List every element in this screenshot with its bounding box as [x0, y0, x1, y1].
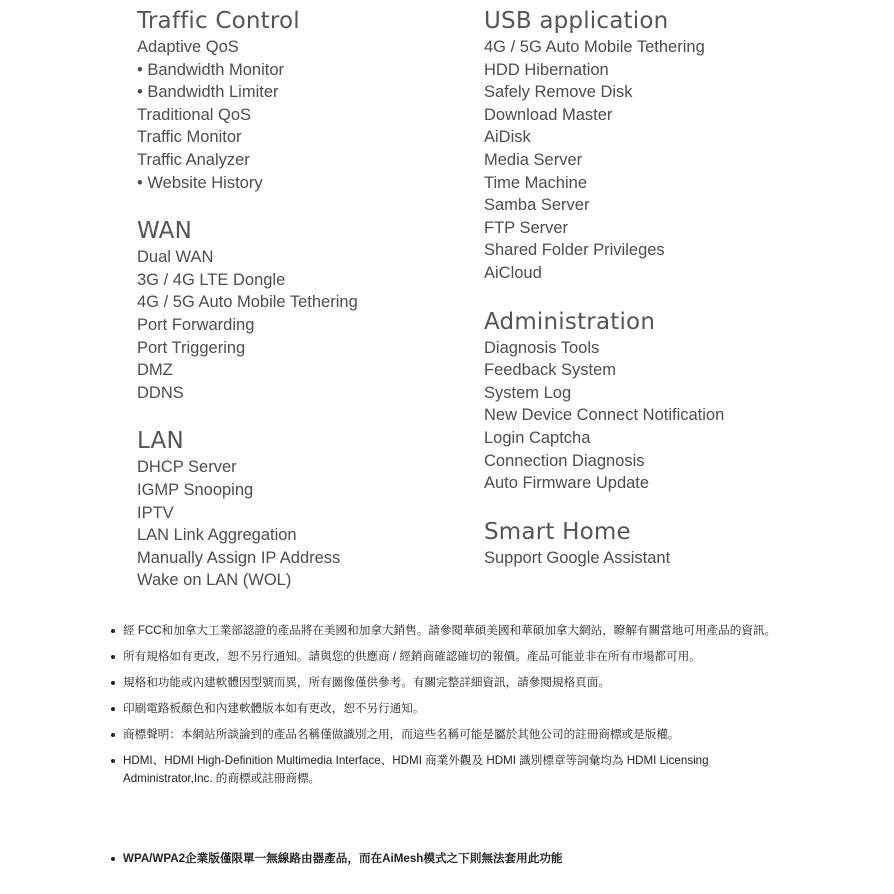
feature-item: • Bandwidth Limiter — [137, 83, 279, 102]
section-lan — [137, 426, 467, 592]
feature-list — [137, 456, 467, 592]
feature-item: Dual WAN — [137, 248, 214, 267]
section-title: Traffic Control — [137, 8, 300, 34]
feature-item: 4G / 5G Auto Mobile Tethering — [137, 293, 358, 312]
feature-item: Media Server — [484, 150, 583, 169]
feature-item: Manually Assign IP Address — [137, 548, 341, 567]
section-wan — [137, 216, 467, 404]
feature-list — [137, 36, 467, 194]
feature-item: Time Machine — [484, 173, 588, 192]
feature-item: Traffic Analyzer — [137, 150, 250, 169]
note-item: 經 FCC和加拿大工業部認證的產品將在美國和加拿大銷售。請參閱華碩美國和華碩加拿大網站，瞭解有關當地可用產品的資訊。 — [110, 622, 782, 640]
feature-item: Safely Remove Disk — [484, 83, 633, 102]
section-title: WAN — [137, 218, 193, 245]
feature-item: DMZ — [137, 361, 173, 380]
feature-item: Download Master — [484, 105, 613, 124]
section-administration — [484, 307, 844, 495]
note-item: 所有規格如有更改，恕不另行通知。請與您的供應商 / 經銷商確認確切的報價。產品可能並非在所有市場都可用。 — [110, 648, 782, 666]
feature-item: Wake on LAN (WOL) — [137, 571, 292, 590]
feature-list — [484, 337, 844, 495]
feature-item: System Log — [484, 383, 572, 402]
section-title: Administration — [484, 308, 656, 335]
feature-list — [484, 36, 844, 285]
feature-item: Samba Server — [484, 196, 590, 215]
feature-item: 3G / 4G LTE Dongle — [137, 270, 286, 289]
feature-item: Traffic Monitor — [137, 128, 242, 147]
feature-item: HDD Hibernation — [484, 60, 609, 79]
feature-item: LAN Link Aggregation — [137, 526, 297, 545]
note-item: 商標聲明：本網站所談論到的產品名稱僅做識別之用，而這些名稱可能是屬於其他公司的註冊商標或是版權。 — [110, 726, 782, 744]
section-usb-application — [484, 6, 844, 285]
feature-item: Diagnosis Tools — [484, 338, 600, 357]
feature-item: 4G / 5G Auto Mobile Tethering — [484, 38, 705, 56]
feature-item: • Bandwidth Monitor — [137, 60, 285, 79]
feature-item: AiDisk — [484, 128, 531, 147]
feature-item: DHCP Server — [137, 458, 237, 477]
feature-item: Login Captcha — [484, 428, 591, 447]
feature-item: Support Google Assistant — [484, 548, 671, 567]
note-item: HDMI、HDMI High-Definition Multimedia Interface、HDMI 商業外觀及 HDMI 識別標章等詞彙均為 HDMI Licensing Administrator,Inc. 的商標或註冊商標。 — [110, 752, 782, 787]
feature-item: Shared Folder Privileges — [484, 241, 665, 260]
feature-item: Adaptive QoS — [137, 38, 239, 56]
feature-item: AiCloud — [484, 263, 542, 282]
feature-item: IPTV — [137, 503, 174, 522]
disclaimer-notes — [110, 622, 782, 796]
feature-item: New Device Connect Notification — [484, 406, 725, 425]
feature-item: Traditional QoS — [137, 105, 252, 124]
left-feature-column — [137, 6, 467, 614]
feature-item: Port Forwarding — [137, 315, 255, 334]
section-title: LAN — [137, 428, 184, 455]
section-smart-home — [484, 517, 844, 570]
note-item: 印刷電路板顏色和內建軟體版本如有更改，恕不另行通知。 — [110, 700, 782, 718]
feature-item: Port Triggering — [137, 338, 246, 357]
section-title: USB application — [484, 8, 669, 34]
feature-list — [484, 547, 844, 570]
feature-item: Connection Diagnosis — [484, 451, 645, 470]
feature-item: Auto Firmware Update — [484, 474, 650, 493]
section-traffic-control — [137, 6, 467, 194]
note-item: 規格和功能或內建軟體因型號而異，所有圖像僅供參考。有關完整詳細資訊，請參閱規格頁面。 — [110, 674, 782, 692]
section-title: Smart Home — [484, 518, 631, 545]
wpa-enterprise-note: WPA/WPA2企業版僅限單一無線路由器產品，而在AiMesh模式之下則無法套用此功能 — [110, 850, 795, 868]
feature-item: FTP Server — [484, 218, 569, 237]
feature-item: DDNS — [137, 383, 184, 402]
feature-item: IGMP Snooping — [137, 480, 254, 499]
feature-list — [137, 246, 467, 404]
feature-item: Feedback System — [484, 361, 617, 380]
feature-item: • Website History — [137, 173, 263, 192]
right-feature-column — [484, 6, 844, 591]
